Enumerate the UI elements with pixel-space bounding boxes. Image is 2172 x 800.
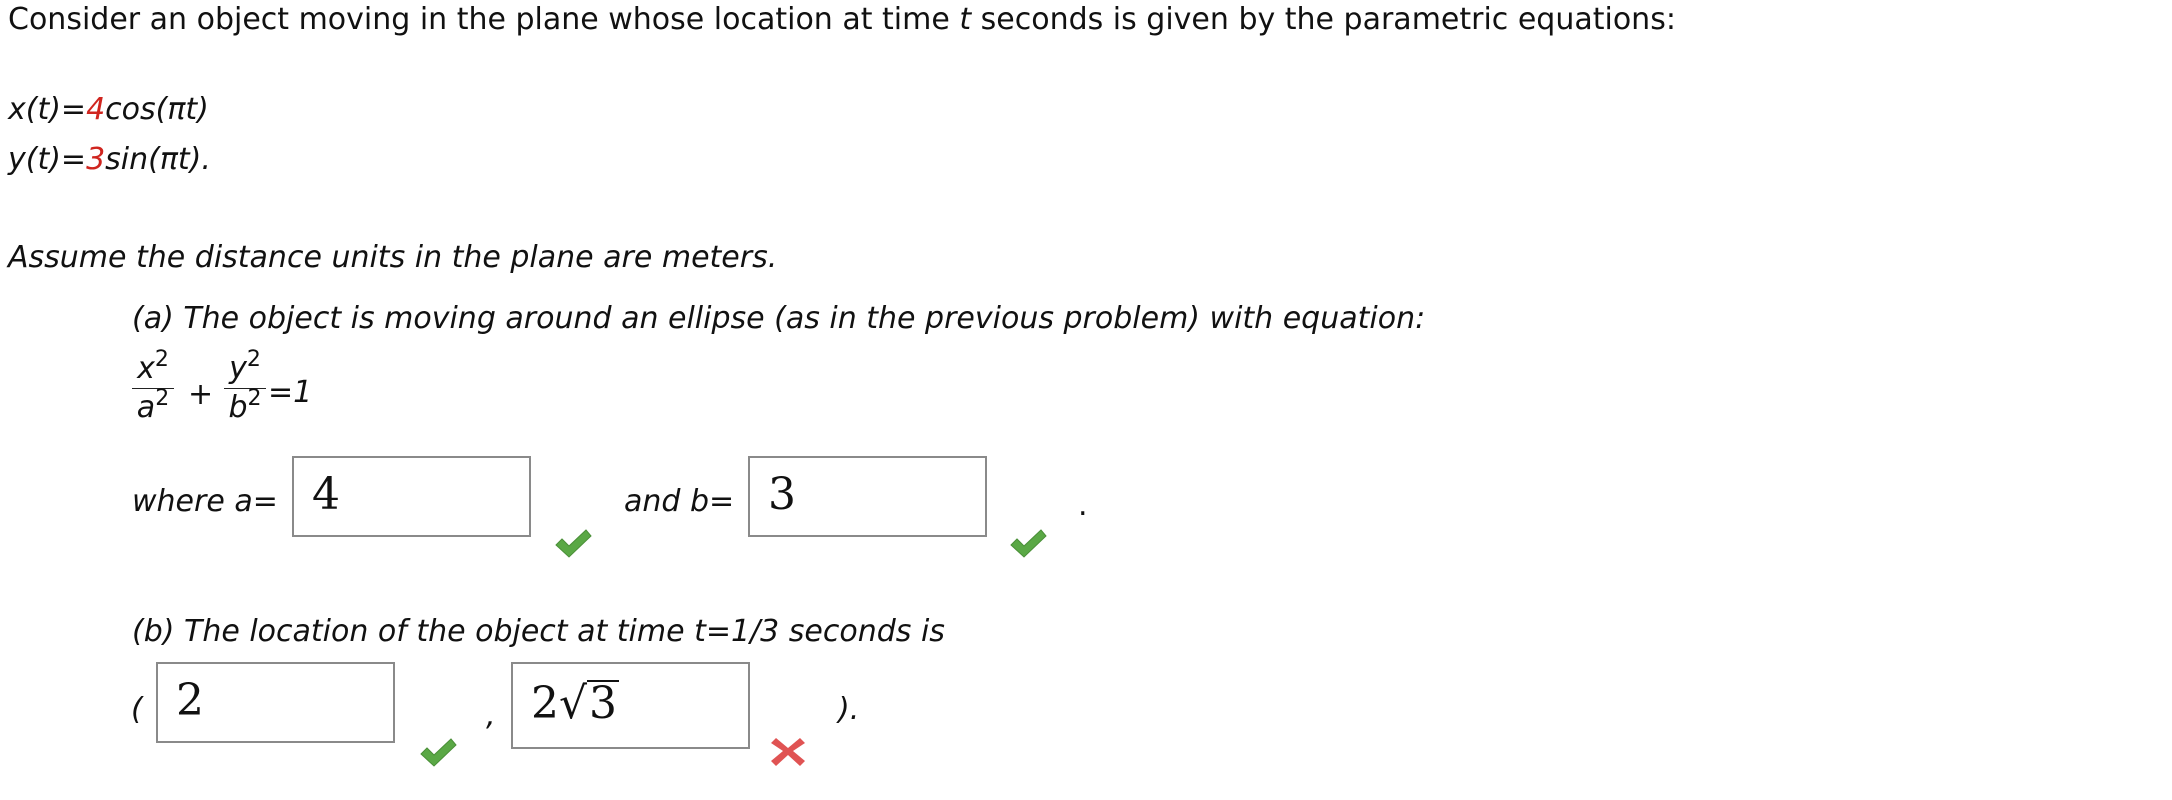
by-radicand: 3 (589, 678, 618, 729)
ellipse-x-fraction (132, 347, 174, 425)
part-a-period: . (1078, 488, 1088, 523)
ellipse-plus: + (188, 377, 214, 412)
b-correct-check-icon (1008, 527, 1048, 561)
intro-prefix: Consider an object moving in the plane whose location at time (8, 2, 960, 37)
ellipse-y-numerator: $y^2$ (229, 347, 261, 386)
assumption-text: Assume the distance units in the plane are meters. (8, 240, 778, 275)
part-b-prompt: (b) The location of the object at time t=1/3 seconds is (132, 614, 945, 649)
open-paren: ( (131, 692, 143, 727)
equation-x-rhs: cos(πt) (105, 92, 209, 127)
a-correct-check-icon (553, 527, 593, 561)
ellipse-x-denominator: $a^2$ (136, 386, 170, 425)
equation-x-lhs: x(t)= (8, 92, 87, 127)
intro-suffix: seconds is given by the parametric equations: (971, 2, 1676, 37)
ellipse-x-numerator: $x^2$ (137, 347, 169, 386)
equation-y-coef: 3 (86, 142, 106, 177)
a-answer-input[interactable]: 4 (292, 456, 531, 537)
coordinate-comma: , (486, 698, 496, 733)
part-a-prompt: (a) The object is moving around an ellipse (as in the previous problem) with equation: (132, 301, 1426, 336)
sqrt-symbol: √ (559, 678, 588, 729)
and-b-label: and b= (624, 484, 735, 519)
by-coefficient: 2 (531, 678, 559, 729)
intro-t-symbol: t (959, 2, 972, 37)
bx-correct-check-icon (418, 736, 458, 770)
ellipse-y-denominator: $b^2$ (228, 386, 262, 425)
equation-x (8, 92, 209, 128)
ellipse-y-fraction (224, 347, 266, 425)
equation-y (8, 142, 211, 178)
intro-text (8, 2, 1676, 38)
b-answer-input[interactable]: 3 (748, 456, 987, 537)
ellipse-rhs: =1 (268, 375, 313, 410)
equation-y-lhs: y(t)= (8, 142, 87, 177)
where-a-label: where a= (132, 484, 278, 519)
by-answer-input[interactable] (511, 662, 750, 749)
by-incorrect-x-icon (768, 734, 808, 768)
equation-x-coef: 4 (86, 92, 106, 127)
bx-answer-input[interactable]: 2 (156, 662, 395, 743)
close-paren: ). (838, 692, 860, 727)
equation-y-rhs: sin(πt). (105, 142, 211, 177)
